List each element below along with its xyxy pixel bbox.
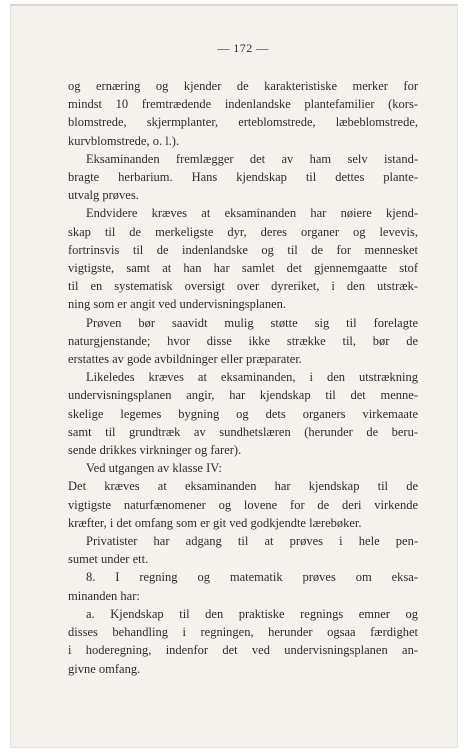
page-text-block (68, 39, 418, 678)
text-line: vigtigste, samt at han har samlet det gjennemgaatte stof (68, 261, 418, 276)
paragraph (68, 150, 418, 205)
text-line: og ernæring og kjender de karakteristiske merker for (68, 79, 418, 93)
text-line: blomstrede, skjermplanter, erteblomstrede, læbeblomstrede, (68, 115, 418, 130)
text-line: sende drikkes virkninger og farer). (68, 443, 242, 458)
text-line: fortrinsvis til de indenlandske og til de for mennesket (68, 242, 418, 257)
paragraph (68, 204, 418, 313)
text-line: Likeledes kræves at eksaminanden, i den utstrækning (86, 370, 418, 385)
text-line: kræfter, i det omfang som er git ved godkjendte lærebøker. (68, 515, 362, 530)
text-line: Endvidere kræves at eksaminanden har nøiere kjend- (86, 206, 418, 221)
paragraph (68, 477, 418, 532)
text-line: givne omfang. (68, 661, 141, 676)
text-line: mindst 10 fremtrædende indenlandske plantefamilier (kors- (68, 97, 418, 112)
text-line: Prøven bør saavidt mulig støtte sig til forelagte (86, 315, 418, 330)
text-line: kurvblomstrede, o. l.). (68, 133, 180, 148)
paragraph (68, 605, 418, 678)
text-line: samt til grundtræk av sundhetslæren (herunder de beru- (68, 424, 418, 439)
text-line: undervisningsplanen angir, har kjendskap til det menne- (68, 388, 418, 403)
text-line: naturgjenstande; hvor disse ikke strække til, bør de (68, 333, 418, 348)
text-line: vigtigste naturfænomener og lovene for de deri virkende (68, 497, 418, 512)
text-line: a. Kjendskap til den praktiske regnings emner og (86, 606, 418, 621)
text-line: Eksaminanden fremlægger det av ham selv istand- (86, 151, 418, 166)
page-number: — 172 — (217, 41, 269, 55)
paragraph (68, 532, 418, 568)
text-line: i hoderegning, indenfor det ved undervisningsplanen an- (68, 643, 418, 658)
text-line: Det kræves at eksaminanden har kjendskap til de (68, 479, 418, 494)
paragraph (68, 77, 418, 150)
text-line: Privatister har adgang til at prøves i hele pen- (86, 534, 418, 549)
text-line: til en systematisk oversigt over dyreriket, i den utstræk- (68, 279, 418, 294)
text-line: disses behandling i regningen, herunder ogsaa færdighet (68, 625, 418, 640)
text-line: skap til de merkeligste dyr, deres organer og levevis, (68, 224, 418, 239)
text-line: 8. I regning og matematik prøves om eksa- (86, 570, 418, 585)
page-body (68, 77, 418, 678)
text-line: skelige legemes bygning og dets organers virkemaate (68, 406, 418, 421)
text-line: sumet under ett. (68, 552, 149, 567)
paragraph (68, 368, 418, 459)
text-line: bragte herbarium. Hans kjendskap til dettes plante- (68, 170, 418, 185)
text-line: minanden har: (68, 588, 140, 603)
text-line: utvalg prøves. (68, 188, 139, 203)
paragraph (68, 459, 418, 477)
text-line: Ved utgangen av klasse IV: (86, 461, 222, 476)
text-line: ning som er angit ved undervisningsplanen. (68, 297, 287, 312)
text-line: erstattes av gode avbildninger eller præparater. (68, 352, 302, 367)
paragraph (68, 568, 418, 604)
book-page (10, 4, 458, 748)
paragraph (68, 314, 418, 369)
